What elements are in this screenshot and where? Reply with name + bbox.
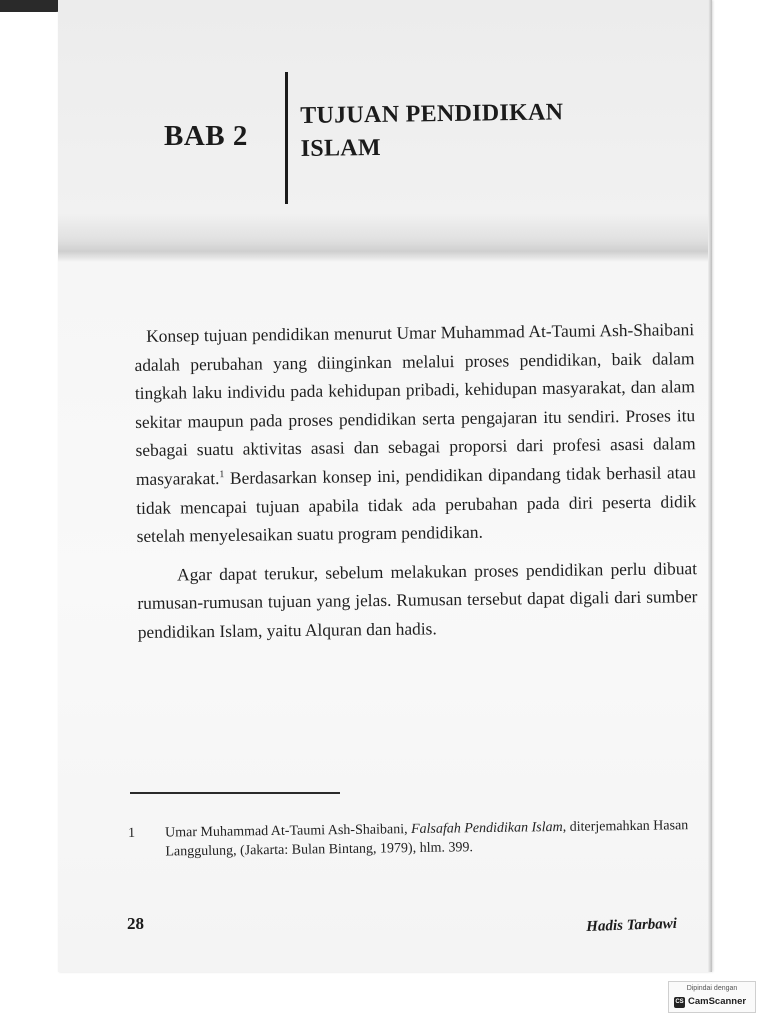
paragraph-1-text-b: Berdasarkan konsep ini, pendidikan dipandang tidak berhasil atau tidak mencapai tujuan apabila tidak ada perubahan pada diri peserta didik setelah menyelesaikan suatu program pendidikan. xyxy=(136,462,697,547)
footnote-author: Umar Muhammad At-Taumi Ash-Shaibani, xyxy=(165,822,412,841)
footnote-book-title: Falsafah Pendidikan Islam xyxy=(410,819,563,838)
chapter-title-line-1: TUJUAN PENDIDIKAN xyxy=(300,99,564,129)
footnote-text xyxy=(165,816,698,861)
paragraph-1 xyxy=(134,315,697,551)
page-number: 28 xyxy=(127,914,144,933)
running-footer-book-title: Hadis Tarbawi xyxy=(586,915,678,935)
scanned-with-caption: Dipindai dengan xyxy=(686,985,738,992)
footnote-divider xyxy=(130,792,340,794)
camscanner-badge xyxy=(668,981,756,1013)
chapter-label: BAB 2 xyxy=(164,120,248,152)
paragraph-2: Agar dapat terukur, sebelum melakukan proses pendidikan perlu dibuat rumusan-rumusan tujuan yang jelas. Rumusan tersebut dapat digali dari sumber pendidikan Islam, yaitu Alquran dan hadis. xyxy=(137,557,698,642)
camscanner-logo-icon: CS xyxy=(674,997,685,1008)
page-edge xyxy=(708,0,712,972)
footnote-publication: , diterjemahkan Hasan Langgulung, (Jakarta: Bulan Bintang, 1979), hlm. 399. xyxy=(165,818,689,860)
chapter-title xyxy=(300,96,564,166)
footnote xyxy=(128,816,698,862)
chapter-divider xyxy=(285,72,288,204)
footnote-reference: 1 xyxy=(219,469,225,481)
body-text xyxy=(134,315,698,646)
chapter-title-line-2: ISLAM xyxy=(300,134,382,162)
page-fold-crease xyxy=(58,238,712,262)
camscanner-name: CamScanner xyxy=(688,996,747,1007)
footnote-number: 1 xyxy=(128,825,136,841)
paragraph-1-text-a: Konsep tujuan pendidikan menurut Umar Muhammad At-Taumi Ash-Shaibani adalah perubahan yang diinginkan melalui proses pendidikan, baik dalam tingkah laku individu pada kehidupan pribadi, kehidupan masyarakat, dan alam sekitar maupun pada proses pendidikan serta pengajaran itu sendiri. Proses itu sebagai suatu aktivitas asasi dan sebagai proporsi dari profesi asasi dalam masyarakat. xyxy=(134,319,696,489)
